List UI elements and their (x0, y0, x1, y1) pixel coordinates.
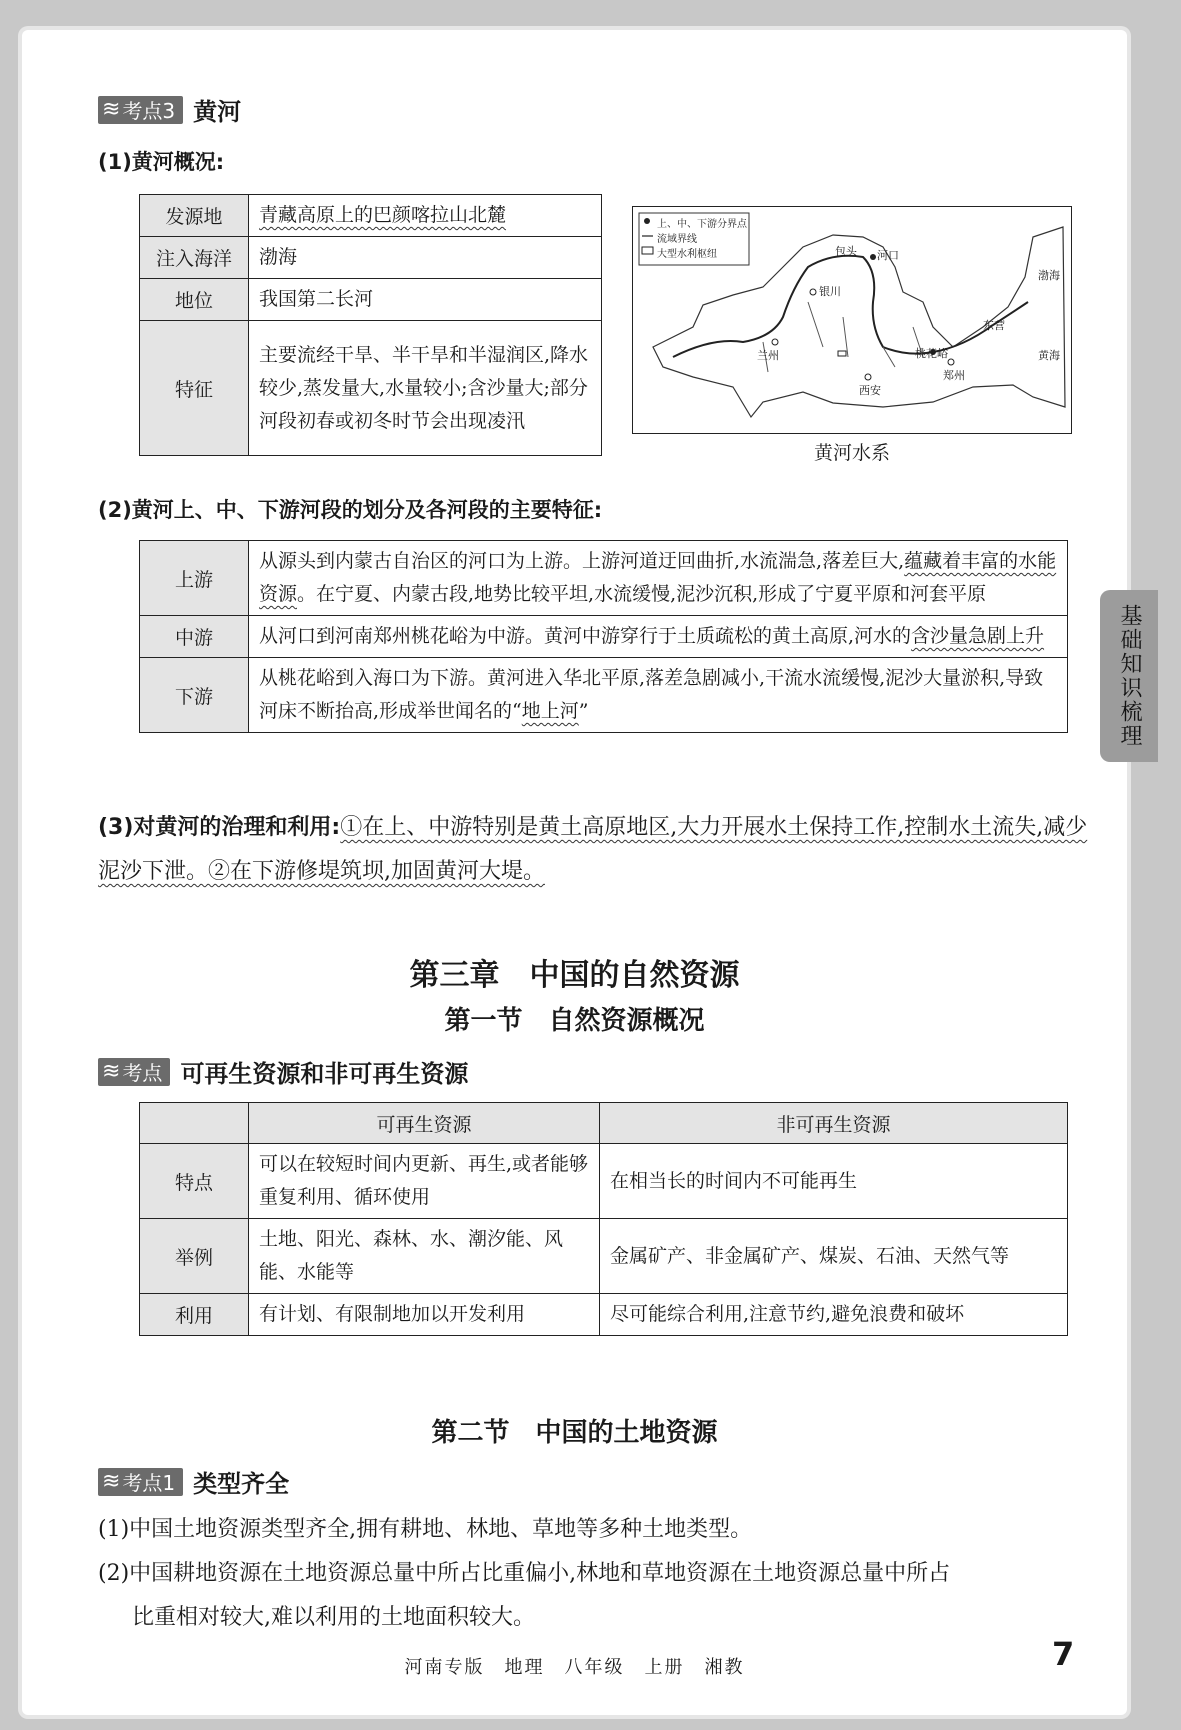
row-value: 渤海 (249, 237, 602, 279)
map-label: 郑州 (943, 369, 965, 382)
map-label: 河口 (877, 249, 899, 262)
overview-table (139, 194, 602, 456)
page-number: 7 (1052, 1635, 1075, 1673)
row-label: 特征 (140, 321, 249, 456)
table-header-row (140, 1103, 1068, 1144)
governance-text: ①在上、中游特别是黄土高原地区,大力开展水土保持工作,控制水土流失,减少泥沙下泄。②在下游修堤筑坝,加固黄河大堤。 (98, 815, 1088, 884)
column-header: 非可再生资源 (600, 1103, 1068, 1144)
kaodian3-header (98, 92, 241, 127)
cell: 在相当长的时间内不可能再生 (600, 1144, 1068, 1219)
row-value: 从河口到河南郑州桃花峪为中游。黄河中游穿行于土质疏松的黄土高原,河水的含沙量急剧上升 (249, 616, 1068, 658)
legend-item: 上、中、下游分界点 (657, 219, 747, 230)
map-label: 黄海 (1038, 349, 1060, 362)
governance-paragraph (98, 806, 1108, 894)
row-label: 上游 (140, 541, 249, 616)
row-value: 从桃花峪到入海口为下游。黄河进入华北平原,落差急剧减小,干流水流缓慢,泥沙大量淤积,导致河床不断抬高,形成举世闻名的“地上河” (249, 658, 1068, 733)
footer: 河南专版 地理 八年级 上册 湘教 (404, 1657, 745, 1678)
cell: 可以在较短时间内更新、再生,或者能够重复利用、循环使用 (249, 1144, 600, 1219)
row-label: 举例 (140, 1219, 249, 1294)
side-tab-label: 基础知识梳理 (1117, 604, 1142, 748)
row-value: 从源头到内蒙古自治区的河口为上游。上游河道迂回曲折,水流湍急,落差巨大,蕴藏着丰富的水能资源。在宁夏、内蒙古段,地势比较平坦,水流缓慢,泥沙沉积,形成了宁夏平原和河套平原 (249, 541, 1068, 616)
map-drawing (633, 207, 1071, 433)
overview-heading: (1)黄河概况: (98, 150, 225, 174)
resources-table (139, 1102, 1068, 1336)
cell: 尽可能综合利用,注意节约,避免浪费和破坏 (600, 1294, 1068, 1336)
map-caption: 黄河水系 (813, 442, 890, 464)
table-row (140, 658, 1068, 733)
kaodian-tag: ≋ 考点 (98, 1058, 170, 1086)
row-value: 我国第二长河 (249, 279, 602, 321)
segments-heading: (2)黄河上、中、下游河段的划分及各河段的主要特征: (98, 498, 603, 522)
paragraph-2-line-1: (2)中国耕地资源在土地资源总量中所占比重偏小,林地和草地资源在土地资源总量中所占 (98, 1561, 951, 1586)
side-tab (1100, 590, 1158, 762)
table-row (140, 616, 1068, 658)
legend-item: 大型水利枢纽 (657, 249, 717, 260)
paragraph-1: (1)中国土地资源类型齐全,拥有耕地、林地、草地等多种土地类型。 (98, 1517, 753, 1542)
kaodian-title: 黄河 (193, 98, 242, 126)
cell: 土地、阳光、森林、水、潮汐能、风能、水能等 (249, 1219, 600, 1294)
waves-icon: ≋ (102, 97, 119, 122)
kaodian-title: 可再生资源和非可再生资源 (180, 1060, 469, 1088)
row-label: 中游 (140, 616, 249, 658)
row-label: 发源地 (140, 195, 249, 237)
cell: 有计划、有限制地加以开发利用 (249, 1294, 600, 1336)
table-row (140, 279, 602, 321)
page (22, 30, 1127, 1715)
governance-label: (3)对黄河的治理和利用: (98, 815, 341, 840)
kaodian-header (98, 1054, 468, 1089)
chapter-title: 第三章 中国的自然资源 (409, 958, 740, 993)
table-row (140, 541, 1068, 616)
waves-icon: ≋ (102, 1469, 119, 1494)
kaodian-title: 类型齐全 (193, 1470, 290, 1498)
table-row (140, 195, 602, 237)
table-row (140, 1219, 1068, 1294)
map-label: 包头 (835, 245, 857, 258)
column-header: 可再生资源 (249, 1103, 600, 1144)
row-label: 注入海洋 (140, 237, 249, 279)
section-title: 第二节 中国的土地资源 (431, 1418, 718, 1448)
table-row (140, 1144, 1068, 1219)
kaodian1-header (98, 1464, 289, 1499)
map-label: 渤海 (1038, 269, 1060, 282)
row-value: 青藏高原上的巴颜喀拉山北麓 (249, 195, 602, 237)
map-label: 桃花峪 (915, 347, 948, 360)
table-row (140, 321, 602, 456)
kaodian-tag: ≋ 考点1 (98, 1468, 183, 1496)
row-value: 主要流经干旱、半干旱和半湿润区,降水较少,蒸发量大,水量较小;含沙量大;部分河段初春或初冬时节会出现凌汛 (249, 321, 602, 456)
map-label: 银川 (819, 285, 841, 298)
map-label: 东营 (983, 319, 1005, 332)
table-row (140, 237, 602, 279)
yellow-river-map (632, 206, 1072, 434)
row-label: 地位 (140, 279, 249, 321)
row-label: 下游 (140, 658, 249, 733)
table-row (140, 1294, 1068, 1336)
paragraph-2-line-2: 比重相对较大,难以利用的土地面积较大。 (132, 1605, 535, 1630)
legend-item: 流域界线 (657, 234, 697, 245)
corner-cell (140, 1103, 249, 1144)
kaodian-tag: ≋ 考点3 (98, 96, 183, 124)
section-title: 第一节 自然资源概况 (444, 1006, 705, 1036)
row-label: 特点 (140, 1144, 249, 1219)
waves-icon: ≋ (102, 1059, 119, 1084)
cell: 金属矿产、非金属矿产、煤炭、石油、天然气等 (600, 1219, 1068, 1294)
map-label: 西安 (859, 384, 881, 397)
row-label: 利用 (140, 1294, 249, 1336)
map-label: 兰州 (757, 349, 779, 362)
segments-table (139, 540, 1068, 733)
